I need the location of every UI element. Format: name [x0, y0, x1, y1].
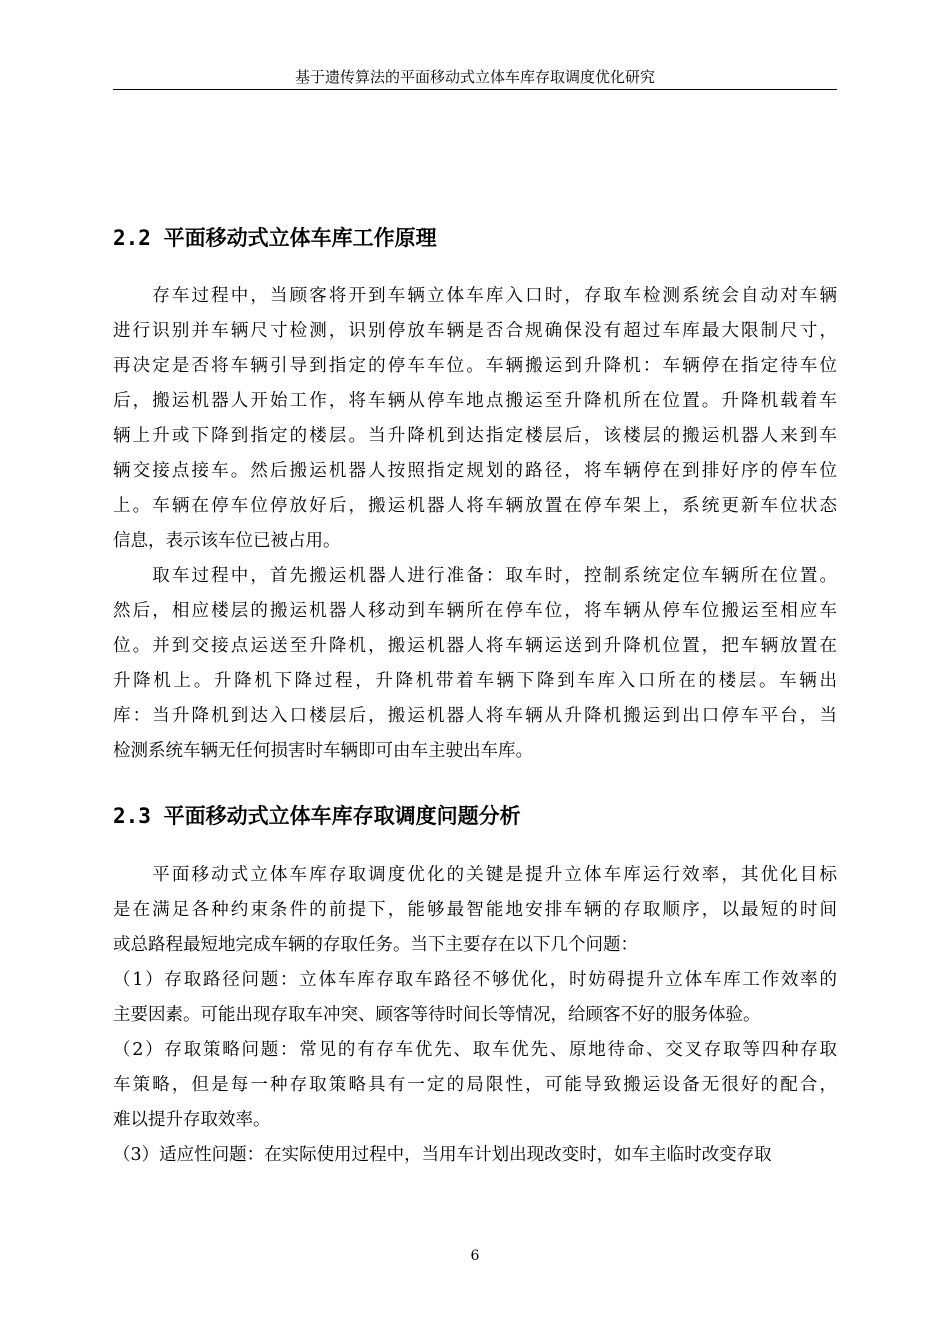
header-rule	[113, 89, 837, 90]
section-heading-2-2: 2.2 平面移动式立体车库工作原理	[113, 226, 437, 250]
running-header: 基于遗传算法的平面移动式立体车库存取调度优化研究	[294, 68, 655, 86]
text-line: 平面移动式立体车库存取调度优化的关键是提升立体车库运行效率，其优化目标	[113, 865, 837, 885]
text-line: 然后，相应楼层的搬运机器人移动到车辆所在停车位，将车辆从停车位搬运至相应车	[113, 601, 837, 621]
list-item	[113, 963, 837, 1033]
text-line: 位。并到交接点运送至升降机，搬运机器人将车辆运送到升降机位置，把车辆放置在	[113, 636, 837, 656]
text-line: 辆交接点接车。然后搬运机器人按照指定规划的路径，将车辆停在到排好序的停车位	[113, 461, 837, 481]
page-number: 6	[470, 1248, 480, 1264]
text-line: （2）存取策略问题：常见的有存车优先、取车优先、原地待命、交叉存取等四种存取	[113, 1040, 837, 1060]
section-heading-2-3: 2.3 平面移动式立体车库存取调度问题分析	[113, 804, 521, 828]
text-line: 主要因素。可能出现存取车冲突、顾客等待时间长等情况，给顾客不好的服务体验。	[113, 1005, 761, 1025]
text-line: 存车过程中，当顾客将开到车辆立体车库入口时，存取车检测系统会自动对车辆	[113, 286, 837, 306]
text-line: 后，搬运机器人开始工作，将车辆从停车地点搬运至升降机所在位置。升降机载着车	[113, 391, 837, 411]
text-line: 取车过程中，首先搬运机器人进行准备：取车时，控制系统定位车辆所在位置。	[113, 566, 837, 586]
paragraph	[113, 559, 837, 769]
text-line: （3）适应性问题：在实际使用过程中，当用车计划出现改变时，如车主临时改变存取	[113, 1145, 772, 1165]
text-line: 是在满足各种约束条件的前提下，能够最智能地安排车辆的存取顺序，以最短的时间	[113, 900, 837, 920]
text-line: 车策略，但是每一种存取策略具有一定的局限性，可能导致搬运设备无很好的配合，	[113, 1075, 837, 1095]
text-line: 进行识别并车辆尺寸检测，识别停放车辆是否合规确保没有超过车库最大限制尺寸，	[113, 321, 837, 341]
text-line: （1）存取路径问题：立体车库存取车路径不够优化，时妨碍提升立体车库工作效率的	[113, 970, 837, 990]
list-item	[113, 1033, 837, 1138]
text-line: 信息，表示该车位已被占用。	[113, 531, 341, 551]
paragraph	[113, 858, 837, 963]
text-line: 辆上升或下降到指定的楼层。当升降机到达指定楼层后，该楼层的搬运机器人来到车	[113, 426, 837, 446]
text-line: 再决定是否将车辆引导到指定的停车车位。车辆搬运到升降机：车辆停在指定待车位	[113, 356, 837, 376]
paragraph	[113, 279, 837, 559]
list-item	[113, 1138, 837, 1173]
text-line: 或总路程最短地完成车辆的存取任务。当下主要存在以下几个问题：	[113, 935, 638, 955]
text-line: 难以提升存取效率。	[113, 1110, 271, 1130]
text-line: 升降机上。升降机下降过程，升降机带着车辆下降到车库入口所在的楼层。车辆出	[113, 671, 837, 691]
text-line: 检测系统车辆无任何损害时车辆即可由车主驶出车库。	[113, 741, 533, 761]
text-line: 上。车辆在停车位停放好后，搬运机器人将车辆放置在停车架上，系统更新车位状态	[113, 496, 837, 516]
text-line: 库：当升降机到达入口楼层后，搬运机器人将车辆从升降机搬运到出口停车平台，当	[113, 706, 837, 726]
